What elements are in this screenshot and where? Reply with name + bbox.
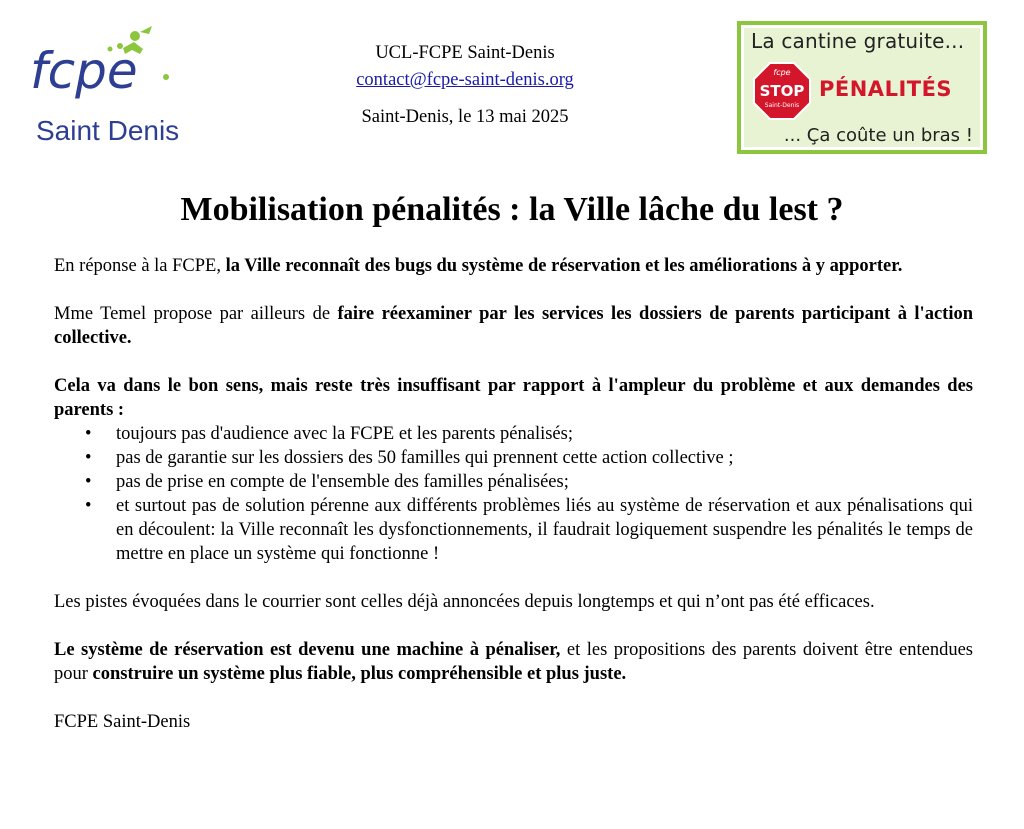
contact-email-link[interactable]: contact@fcpe-saint-denis.org bbox=[356, 70, 574, 90]
svg-text:STOP: STOP bbox=[759, 82, 805, 100]
paragraph-proposal-intro: Mme Temel propose par ailleurs de bbox=[54, 304, 338, 324]
paragraph-assessment bbox=[54, 374, 973, 422]
poster-headline: PÉNALITÉS bbox=[819, 77, 953, 101]
paragraph-response-intro: En réponse à la FCPE, bbox=[54, 256, 226, 276]
paragraph-conclusion-emphasis-2: construire un système plus fiable, plus compréhensible et plus juste. bbox=[92, 664, 627, 684]
paragraph-response-emphasis: la Ville reconnaît des bugs du système de réservation et les améliorations à y apporter. bbox=[225, 256, 903, 276]
paragraph-proposal-emphasis: faire réexaminer par les services les dossiers de parents participant à l'action collective. bbox=[54, 304, 973, 348]
svg-text:Saint Denis: Saint Denis bbox=[36, 115, 180, 146]
list-item: • et surtout pas de solution pérenne aux différents problèmes liés au système de réservation et aux pénalisations qui en découlent: la Ville reconnaît les dysfonctionnements, il faudrait logiquement suspendre les pénalités le temps de mettre en place un système qui fonctionne ! bbox=[116, 494, 973, 566]
paragraph-pistes: Les pistes évoquées dans le courrier sont celles déjà annoncées depuis longtemps et qui n’ont pas été efficaces. bbox=[54, 592, 875, 612]
letter-date: Saint-Denis, le 13 mai 2025 bbox=[361, 107, 569, 127]
organization-name: UCL-FCPE Saint-Denis bbox=[375, 43, 555, 63]
paragraph-proposal bbox=[54, 302, 973, 350]
paragraph-conclusion bbox=[54, 638, 973, 686]
paragraph-conclusion-emphasis-1: Le système de réservation est devenu une machine à pénaliser, bbox=[54, 640, 561, 660]
paragraph-assessment-text: Cela va dans le bon sens, mais reste très insuffisant par rapport à l'ampleur du problème et aux demandes des parents : bbox=[54, 376, 973, 420]
svg-text:fcpe: fcpe bbox=[773, 68, 791, 77]
poster-top-text: La cantine gratuite... bbox=[751, 29, 965, 53]
cantine-penalites-poster bbox=[737, 21, 987, 154]
list-item: • toujours pas d'audience avec la FCPE et les parents pénalisés; bbox=[116, 422, 973, 446]
document-title: Mobilisation pénalités : la Ville lâche du lest ? bbox=[180, 191, 844, 228]
paragraph-response bbox=[54, 254, 973, 278]
fcpe-logo bbox=[28, 22, 208, 152]
poster-bottom-text: ... Ça coûte un bras ! bbox=[783, 125, 973, 146]
list-item: • pas de prise en compte de l'ensemble des familles pénalisées; bbox=[116, 470, 973, 494]
stop-sign-icon bbox=[753, 62, 811, 120]
signature: FCPE Saint-Denis bbox=[54, 712, 191, 732]
demands-list bbox=[54, 422, 973, 566]
document-body bbox=[54, 254, 973, 758]
letterhead bbox=[300, 40, 630, 131]
svg-text:fcpe: fcpe bbox=[30, 42, 138, 100]
paragraph-conclusion-middle: et les propositions des parents doivent être entendues pour bbox=[54, 640, 973, 684]
svg-text:Saint-Denis: Saint-Denis bbox=[764, 102, 800, 109]
list-item: • pas de garantie sur les dossiers des 50 familles qui prennent cette action collective ; bbox=[116, 446, 973, 470]
fcpe-logo-graphic bbox=[28, 22, 208, 152]
